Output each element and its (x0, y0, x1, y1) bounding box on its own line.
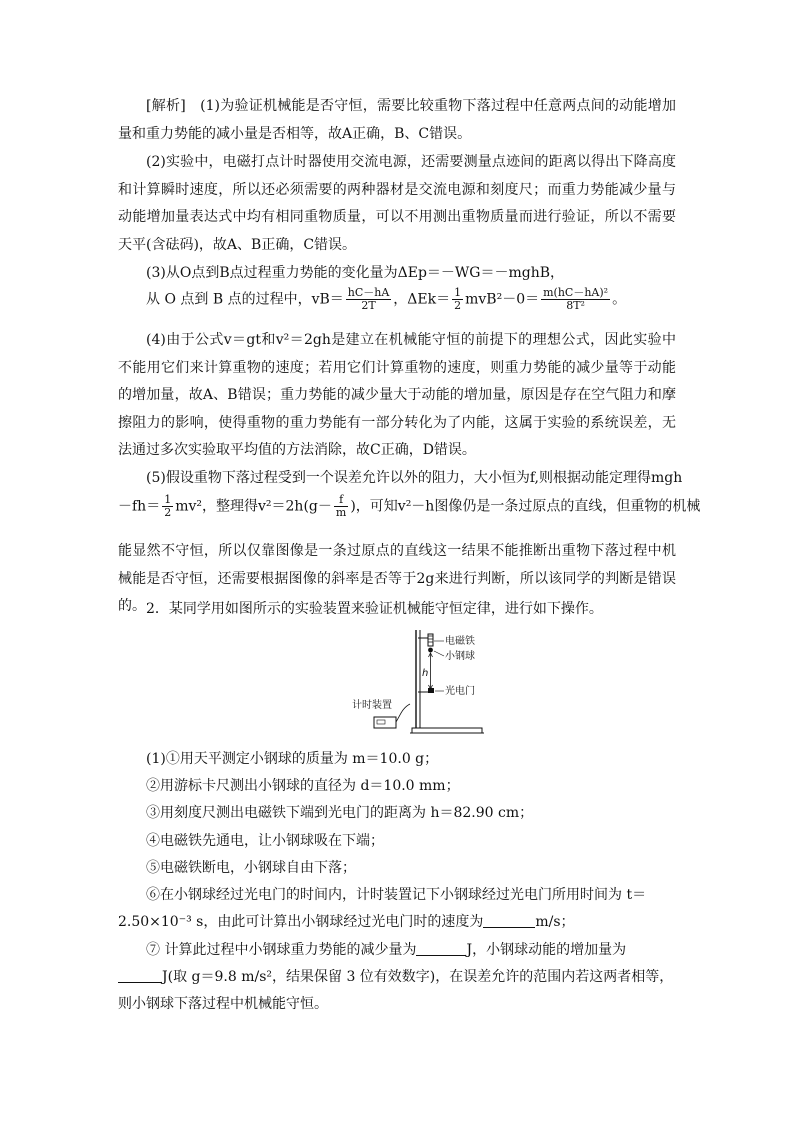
velocity-answer-blank[interactable] (483, 913, 535, 928)
p5b-text-b: mv²，整理得v²＝2h (175, 498, 304, 515)
step-2: ②用游标卡尺测出小钢球的直径为 d＝10.0 mm； (146, 778, 460, 794)
step-6-text: 2.50×10⁻³ s，由此可计算出小钢球经过光电门时的速度为 (118, 914, 484, 930)
kinetic-energy-answer-blank[interactable] (118, 968, 162, 983)
question-2-stem: 2．某同学用如图所示的实验装置来验证机械能守恒定律，进行如下操作。 (146, 601, 603, 617)
f-over-m-fraction (334, 494, 348, 519)
p3b-text-c: mvB²－0＝ (465, 291, 540, 308)
stand-pole (416, 630, 420, 728)
step-5: ⑤电磁铁断电，小钢球自由下落； (146, 860, 356, 876)
experiment-apparatus-diagram (352, 624, 512, 742)
ek-fraction (541, 287, 610, 312)
step-6-line-1: ⑥在小钢球经过光电门的时间内，计时装置记下小钢球经过光电门所用时间为 t＝ (146, 887, 647, 903)
p3-rest: O点到B点过程重力势能的变化量为ΔEp＝－WG＝－mghB， (179, 265, 565, 281)
step-7-line-1 (146, 939, 626, 959)
p5b-text-a: －fh＝ (118, 498, 161, 515)
p5b-text-d: )，可知v²－h图像仍是一条过原点的直线，但重物的机械 (350, 498, 701, 515)
vb-fraction (346, 287, 392, 312)
analysis-paragraph-1: [解析] (1)为验证机械能是否守恒，需要比较重物下落过程中任意两点间的动能增加量和重力势能的减小量是否相等，故A正确，B、C错误。 (118, 98, 676, 142)
vb-fraction-den: 2T (361, 299, 376, 312)
steel-ball-icon (428, 648, 433, 653)
f-over-m-den: m (335, 506, 347, 519)
step-7-text-a: ⑦ 计算此过程中小钢球重力势能的减少量为 (146, 942, 417, 958)
step-6-line-2 (118, 911, 575, 931)
label-timer: 计时装置 (352, 700, 392, 711)
label-height: h (422, 668, 429, 679)
analysis-paragraph-3 (146, 262, 564, 282)
height-arrow-icon (429, 653, 433, 689)
half-fraction-den: 2 (454, 299, 462, 312)
half-fraction (452, 287, 463, 312)
analysis-paragraph-5-rest: 能显然不守恒，所以仅靠图像是一条过原点的直线这一结果不能推断出重物下落过程中机械能是否守恒，还需要根据图像的斜率是否等于2g来进行判断，所以该同学的判断是错误的。 (118, 543, 676, 615)
vb-fraction-num: hC－hA (347, 286, 390, 299)
p3b-text-b: ，ΔEk＝ (393, 291, 451, 308)
analysis-paragraph-5-line-2 (118, 494, 700, 519)
ek-fraction-den: 8T² (566, 299, 585, 312)
p5-half-fraction (162, 494, 173, 519)
label-photogate: 光电门 (445, 686, 475, 697)
step-7-text-c: J(取 g＝9.8 m/s²，结果保留 3 位有效数字)，在误差允许的范围内若这两者相等， (162, 969, 674, 985)
analysis-paragraph-2: (2)实验中，电磁打点计时器使用交流电源，还需要测量点迹间的距离以得出下降高度和计算瞬时速度，所以还必须需要的两种器材是交流电源和刻度尺；而重力势能减少量与动能增加量表达式中均有相同重物质量，可以不用测出重物质量而进行验证，所以不需要天平(含砝码)，故A、B正确，C错误。 (118, 154, 676, 253)
p3-prefix: (3)从 (146, 265, 180, 281)
p5-half-num: 1 (164, 493, 172, 506)
step-7-line-2 (118, 966, 673, 986)
p5-half-den: 2 (164, 506, 172, 519)
step-4: ④电磁铁先通电，让小钢球吸在下端； (146, 833, 384, 849)
ek-fraction-num: m(hC－hA)² (543, 286, 609, 299)
label-electromagnet: 电磁铁 (445, 636, 475, 647)
half-fraction-num: 1 (454, 286, 462, 299)
analysis-paragraph-3-formula (146, 287, 626, 312)
f-over-m-num: f (334, 494, 348, 507)
step-7-text-b: J，小钢球动能的增加量为 (466, 942, 627, 958)
analysis-paragraph-4: (4)由于公式v＝gt和v²＝2gh是建立在机械能守恒的前提下的理想公式，因此实验中不能用它们来计算重物的速度；若用它们计算重物的速度，则重力势能的减少量等于动能的增加量，故A、B错误；重力势能的减少量大于动能的增加量，原因是存在空气阻力和摩擦阻力的影响，使得重物的重力势能有一部分转化为了内能，这属于实验的系统误差，无法通过多次实验取平均值的方法消除，故C正确，D错误。 (118, 332, 676, 459)
step-1: (1)①用天平测定小钢球的质量为 m＝10.0 g； (146, 751, 439, 767)
step-3: ③用刻度尺测出电磁铁下端到光电门的距离为 h＝82.90 cm； (146, 805, 534, 821)
p3b-text-a: 从 O 点到 B 点的过程中，vB＝ (146, 291, 344, 308)
stand-base (410, 728, 484, 733)
potential-energy-answer-blank[interactable] (416, 941, 466, 956)
p3b-text-d: 。 (612, 291, 627, 308)
analysis-paragraph-5-line-1: (5)假设重物下落过程受到一个误差允许以外的阻力，大小恒为f,则根据动能定理得mgh (146, 470, 683, 486)
label-steel-ball: 小钢球 (445, 651, 475, 662)
step-7-line-3: 则小钢球下落过程中机械能守恒。 (118, 996, 328, 1012)
step-6-unit: m/s； (535, 914, 575, 930)
p5b-text-c: (g－ (303, 498, 332, 515)
